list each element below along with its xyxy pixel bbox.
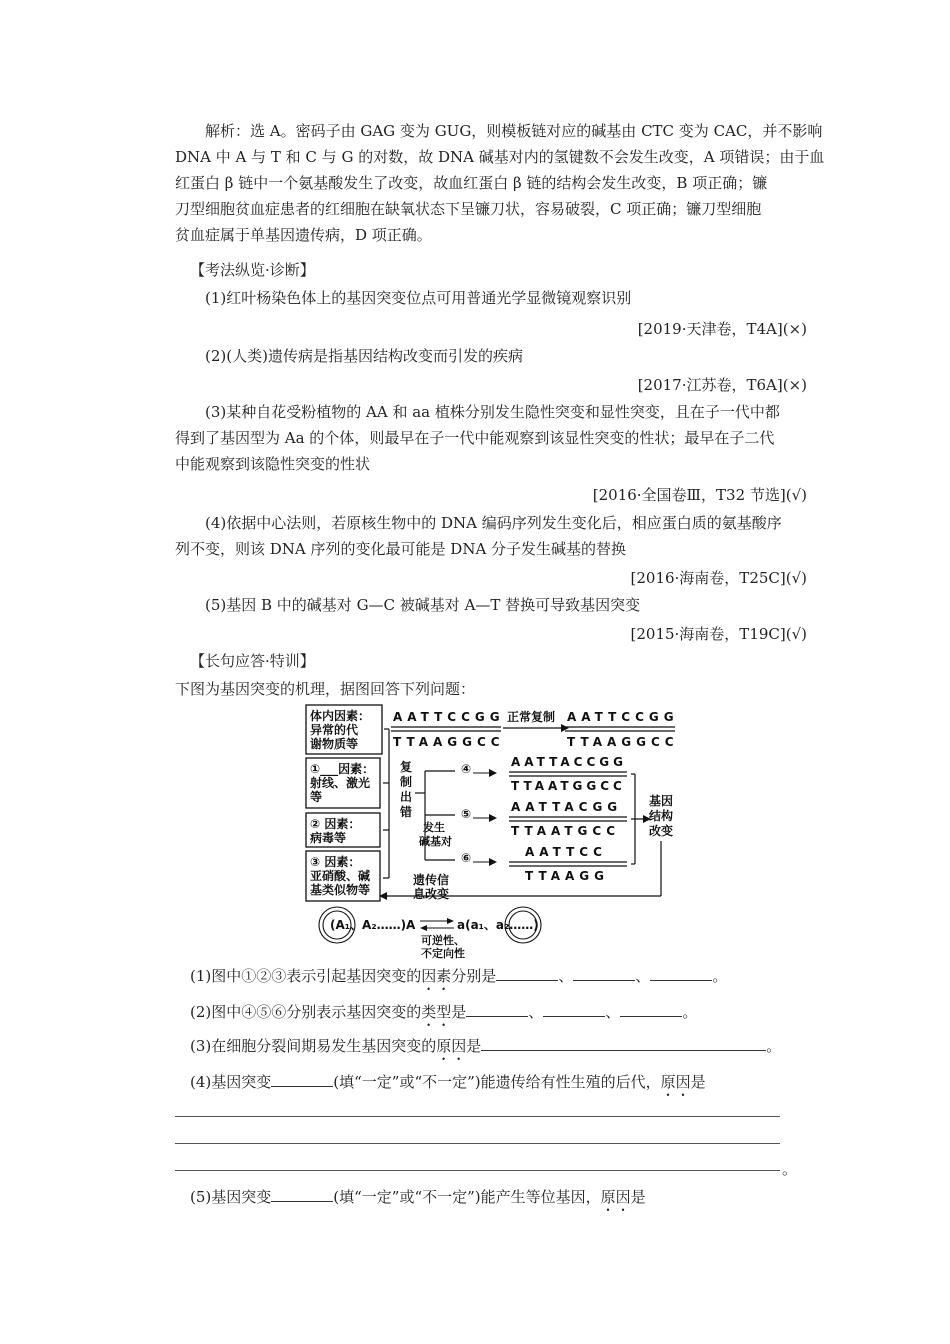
separator: 、 <box>605 1003 621 1021</box>
substitution-top-strand: AATTACGG <box>511 800 623 814</box>
review-item-4 <box>175 510 807 562</box>
question-text: (填“一定”或“不一定”)能遗传给有性生殖的后代， <box>333 1073 661 1091</box>
review-item-1-source: [2019·天津卷，T4A](×) <box>637 320 807 338</box>
separator: 、 <box>528 1003 544 1021</box>
review-item-4-line: (4)依据中心法则，若原核生物中的 DNA 编码序列发生变化后，相应蛋白质的氨基酸序 <box>205 514 782 532</box>
analysis-line: 刀型细胞贫血症患者的红细胞在缺氧状态下呈镰刀状，容易破裂，C 项正确；镰刀型细胞 <box>175 200 762 218</box>
review-item-3-line: (3)某种自花受粉植物的 AA 和 aa 植株分别发生隐性突变和显性突变，且在子一代中都 <box>205 403 780 421</box>
copy-error-char: 复 <box>400 760 413 774</box>
answer-blank[interactable] <box>271 1070 333 1087</box>
question-text: 是 <box>630 1188 646 1206</box>
emphasis-text: 因素 <box>421 967 452 985</box>
training-intro: 下图为基因突变的机理，据图回答下列问题： <box>175 680 476 698</box>
dna-bottom-strand: TTAAGGCC <box>393 735 505 749</box>
review-item-3-source: [2016·全国卷Ⅲ，T32 节选](√) <box>592 486 807 504</box>
period: 。 <box>712 967 728 985</box>
answer-blank[interactable] <box>650 964 712 981</box>
review-item-3-line: 得到了基因型为 Aa 的个体，则最早在子一代中能观察到该显性突变的性状；最早在子二代 <box>175 429 775 447</box>
emphasis-text: 类型 <box>421 1003 452 1021</box>
base-pair-label: 发生 <box>423 821 445 834</box>
review-item-2: (2)(人类)遗传病是指基因结构改变而引发的疾病 <box>205 347 523 365</box>
period: 。 <box>782 1160 798 1178</box>
separator: 、 <box>558 967 574 985</box>
dna-copy-top-strand: AATTCCGG <box>567 710 679 724</box>
type-5-label: ⑤ <box>461 807 472 821</box>
answer-line[interactable] <box>175 1142 780 1144</box>
box1-line: 体内因素： <box>310 709 371 723</box>
answer-blank[interactable] <box>543 1000 605 1017</box>
question-text: 分别是 <box>451 967 497 985</box>
reversibility-label: 不定向性 <box>421 947 465 960</box>
answer-blank[interactable] <box>620 1000 682 1017</box>
gene-structure-change: 结构 <box>649 809 674 823</box>
review-item-3 <box>175 399 807 477</box>
review-item-5: (5)基因 B 中的碱基对 G—C 被碱基对 A—T 替换可导致基因突变 <box>205 596 641 614</box>
question-5 <box>190 1184 810 1215</box>
box1-line: 谢物质等 <box>310 737 359 751</box>
genetic-info-change: 息改变 <box>413 887 450 901</box>
question-3 <box>190 1033 810 1064</box>
review-heading: 【考法纵览·诊断】 <box>190 261 315 279</box>
dna-copy-bottom-strand: TTAAGGCC <box>567 735 679 749</box>
insertion-bottom-strand: TTAATGGCC <box>511 779 626 793</box>
copy-error-char: 制 <box>400 775 413 789</box>
deletion-top-strand: AATTCC <box>525 845 607 859</box>
normal-replication-label: 正常复制 <box>507 710 556 724</box>
analysis-line: DNA 中 A 与 T 和 C 与 G 的对数，故 DNA 碱基对内的氢键数不会发生改变，A 项错误；由于血 <box>175 148 825 166</box>
gene-structure-change: 改变 <box>649 824 674 838</box>
separator: 、 <box>635 967 651 985</box>
question-text: (4)基因突变 <box>190 1073 272 1091</box>
analysis-line: 解析：选 A。密码子由 GAG 变为 GUG，则模板链对应的碱基由 CTC 变为 CAC，并不影响 <box>205 122 823 140</box>
answer-line[interactable] <box>175 1115 780 1117</box>
answer-line[interactable] <box>175 1169 780 1171</box>
substitution-bottom-strand: TTAATGCC <box>511 824 621 838</box>
deletion-bottom-strand: TTAAGG <box>525 869 609 883</box>
review-item-4-source: [2016·海南卷，T25C](√) <box>630 569 807 587</box>
analysis-line: 贫血症属于单基因遗传病，D 项正确。 <box>175 226 432 244</box>
question-text: (2)图中④⑤⑥分别表示基因突变的 <box>190 1003 422 1021</box>
emphasis-text: 原因 <box>660 1073 691 1091</box>
question-text: 是 <box>466 1037 482 1055</box>
question-text: (5)基因突变 <box>190 1188 272 1206</box>
box4-line: 亚硝酸、碱 <box>310 869 371 883</box>
insertion-top-strand: AATTACCGG <box>511 755 627 769</box>
gene-structure-change: 基因 <box>649 794 674 808</box>
base-pair-label: 碱基对 <box>419 835 452 848</box>
copy-error-char: 出 <box>400 790 413 804</box>
period: 。 <box>766 1037 782 1055</box>
allele-a-label: a(a₁、a₂……) <box>457 918 539 932</box>
copy-error-char: 错 <box>400 805 413 819</box>
question-1 <box>190 963 810 994</box>
box2-line: 等 <box>310 790 323 804</box>
analysis-paragraph <box>175 118 825 248</box>
gene-mutation-diagram <box>305 703 679 961</box>
box3-line: 病毒等 <box>310 831 347 845</box>
question-text: (填“一定”或“不一定”)能产生等位基因， <box>333 1188 601 1206</box>
question-text: (1)图中①②③表示引起基因突变的 <box>190 967 422 985</box>
box1-line: 异常的代 <box>310 723 359 737</box>
genetic-info-change: 遗传信 <box>413 873 450 887</box>
type-6-label: ⑥ <box>461 851 472 865</box>
dna-top-strand: AATTCCGG <box>393 710 505 724</box>
review-item-3-line: 中能观察到该隐性突变的性状 <box>175 455 371 473</box>
review-item-1: (1)红叶杨染色体上的基因突变位点可用普通光学显微镜观察识别 <box>205 289 632 307</box>
review-item-2-source: [2017·江苏卷，T6A](×) <box>637 376 807 394</box>
answer-blank[interactable] <box>496 964 558 981</box>
answer-blank[interactable] <box>573 964 635 981</box>
allele-A-label: (A₁、A₂……)A <box>330 918 416 932</box>
question-4 <box>190 1069 810 1100</box>
analysis-line: 红蛋白 β 链中一个氨基酸发生了改变，故血红蛋白 β 链的结构会发生改变，B 项正确；镰 <box>175 174 768 192</box>
box2-line: 射线、激光 <box>310 776 371 790</box>
review-item-5-source: [2015·海南卷，T19C](√) <box>630 625 807 643</box>
answer-blank[interactable] <box>466 1000 528 1017</box>
question-text: 是 <box>690 1073 706 1091</box>
period: 。 <box>682 1003 698 1021</box>
box3-line: ② 因素： <box>310 817 361 831</box>
answer-blank[interactable] <box>481 1034 766 1051</box>
question-text: 是 <box>451 1003 467 1021</box>
question-2 <box>190 999 810 1030</box>
reversibility-label: 可逆性、 <box>421 934 465 947</box>
review-item-4-line: 列不变，则该 DNA 序列的变化最可能是 DNA 分子发生碱基的替换 <box>175 540 627 558</box>
box4-line: 基类似物等 <box>310 883 371 897</box>
training-heading: 【长句应答·特训】 <box>190 652 315 670</box>
box4-line: ③ 因素： <box>310 855 361 869</box>
emphasis-text: 原因 <box>436 1037 467 1055</box>
box2-line: ①___因素： <box>310 762 375 776</box>
emphasis-text: 原因 <box>600 1188 631 1206</box>
question-text: (3)在细胞分裂间期易发生基因突变的 <box>190 1037 437 1055</box>
type-4-label: ④ <box>461 762 472 776</box>
answer-blank[interactable] <box>271 1185 333 1202</box>
